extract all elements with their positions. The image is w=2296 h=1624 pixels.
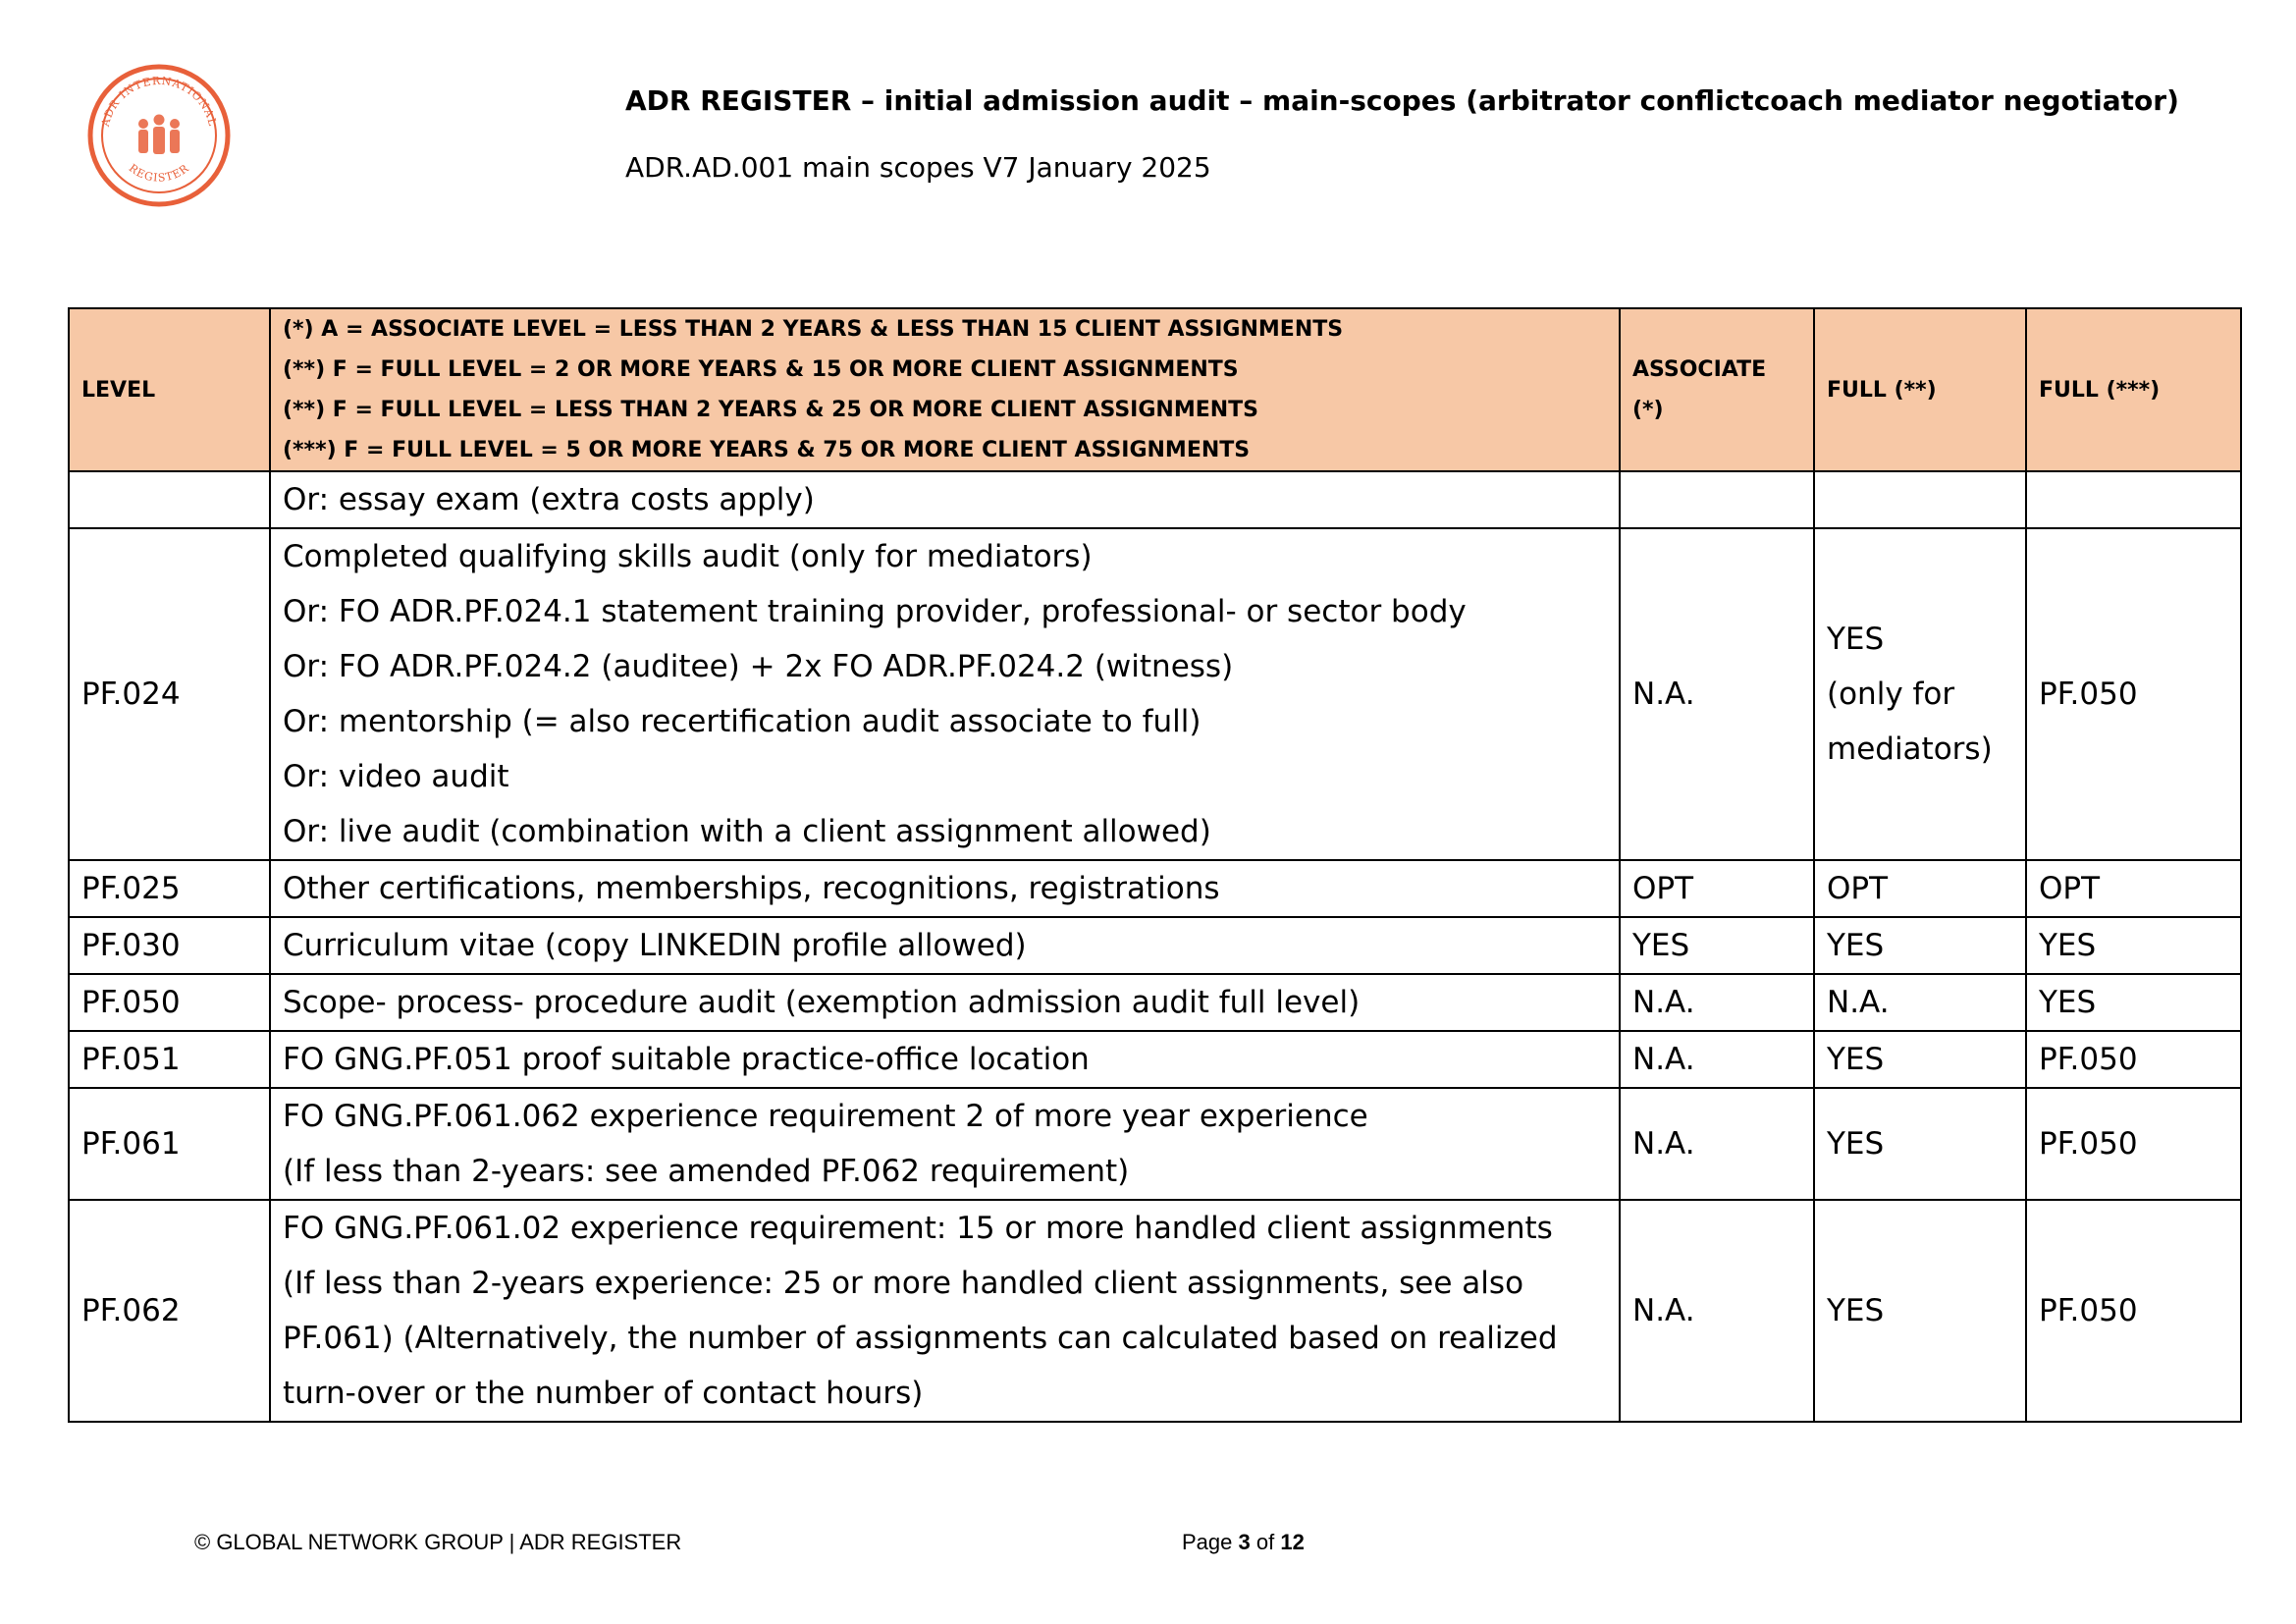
header-full-3: FULL (***) bbox=[2026, 308, 2241, 471]
cell-level: PF.061 bbox=[69, 1088, 270, 1200]
table-row bbox=[69, 528, 2241, 860]
cell-full-2: N.A. bbox=[1814, 974, 2026, 1031]
full2-value: YES bbox=[1827, 622, 1885, 657]
cell-full-2: YES bbox=[1814, 1031, 2026, 1088]
requirement-line: FO GNG.PF.051 proof suitable practice-office location bbox=[283, 1042, 1090, 1077]
requirement-line: Or: essay exam (extra costs apply) bbox=[283, 482, 815, 517]
of-word: of bbox=[1255, 1530, 1275, 1554]
people-figures-icon bbox=[138, 115, 180, 155]
cell-requirement bbox=[270, 471, 1620, 528]
cell-associate: N.A. bbox=[1620, 1031, 1814, 1088]
requirements-table bbox=[68, 307, 2242, 1423]
cell-level: PF.050 bbox=[69, 974, 270, 1031]
adr-register-logo bbox=[86, 63, 232, 208]
associate-value: N.A. bbox=[1632, 677, 1695, 712]
cell-requirement bbox=[270, 917, 1620, 974]
cell-requirement bbox=[270, 528, 1620, 860]
cell-full-2: YES bbox=[1814, 917, 2026, 974]
cell-level: PF.030 bbox=[69, 917, 270, 974]
cell-associate: N.A. bbox=[1620, 1200, 1814, 1422]
cell-full-3: PF.050 bbox=[2026, 1200, 2241, 1422]
cell-full-3: OPT bbox=[2026, 860, 2241, 917]
cell-level: PF.062 bbox=[69, 1200, 270, 1422]
page-word: Page bbox=[1182, 1530, 1233, 1554]
requirement-line: Or: video audit bbox=[283, 759, 509, 794]
requirement-line: (If less than 2-years experience: 25 or more handled client assignments, see also bbox=[283, 1266, 1524, 1301]
legend-line: (**) F = FULL LEVEL = 2 OR MORE YEARS & 15 OR MORE CLIENT ASSIGNMENTS bbox=[283, 357, 1239, 382]
table-header-row bbox=[69, 308, 2241, 471]
header-legend bbox=[270, 308, 1620, 471]
requirement-line: FO GNG.PF.061.02 experience requirement: 15 or more handled client assignments bbox=[283, 1211, 1553, 1246]
cell-level bbox=[69, 471, 270, 528]
cell-full-2 bbox=[1814, 528, 2026, 860]
document-title: ADR REGISTER – initial admission audit – main-scopes (arbitrator conflictcoach mediator negotiator) bbox=[625, 84, 2179, 117]
header-associate bbox=[1620, 308, 1814, 471]
cell-associate bbox=[1620, 471, 1814, 528]
cell-full-2: YES bbox=[1814, 1088, 2026, 1200]
full3-value: PF.050 bbox=[2039, 677, 2138, 712]
legend-line: (**) F = FULL LEVEL = LESS THAN 2 YEARS & 25 OR MORE CLIENT ASSIGNMENTS bbox=[283, 398, 1259, 422]
page-number bbox=[1182, 1530, 1305, 1555]
requirement-line: Or: mentorship (= also recertification audit associate to full) bbox=[283, 704, 1201, 739]
cell-full-3 bbox=[2026, 471, 2241, 528]
full2-value: mediators) bbox=[1827, 731, 1993, 767]
cell-level: PF.024 bbox=[69, 528, 270, 860]
legend-line: (***) F = FULL LEVEL = 5 OR MORE YEARS & 75 OR MORE CLIENT ASSIGNMENTS bbox=[283, 438, 1251, 462]
page-total: 12 bbox=[1280, 1530, 1305, 1554]
table-row bbox=[69, 1031, 2241, 1088]
cell-associate: OPT bbox=[1620, 860, 1814, 917]
logo-text-top: ADR INTERNATIONAL bbox=[98, 74, 220, 129]
cell-associate bbox=[1620, 528, 1814, 860]
legend-line: (*) A = ASSOCIATE LEVEL = LESS THAN 2 YEARS & LESS THAN 15 CLIENT ASSIGNMENTS bbox=[283, 317, 1344, 342]
table-row bbox=[69, 1200, 2241, 1422]
header-associate-line: (*) bbox=[1632, 398, 1664, 422]
cell-requirement bbox=[270, 860, 1620, 917]
requirement-line: (If less than 2-years: see amended PF.062 requirement) bbox=[283, 1154, 1130, 1189]
table-row bbox=[69, 974, 2241, 1031]
cell-requirement bbox=[270, 1088, 1620, 1200]
requirement-line: Other certifications, memberships, recognitions, registrations bbox=[283, 871, 1220, 906]
page-current: 3 bbox=[1238, 1530, 1251, 1554]
cell-full-3 bbox=[2026, 528, 2241, 860]
header-associate-line: ASSOCIATE bbox=[1632, 357, 1767, 382]
requirement-line: Or: FO ADR.PF.024.1 statement training provider, professional- or sector body bbox=[283, 594, 1467, 629]
cell-requirement bbox=[270, 1031, 1620, 1088]
requirement-line: Or: FO ADR.PF.024.2 (auditee) + 2x FO ADR.PF.024.2 (witness) bbox=[283, 649, 1234, 684]
requirement-line: Completed qualifying skills audit (only for mediators) bbox=[283, 539, 1093, 574]
footer-copyright: © GLOBAL NETWORK GROUP | ADR REGISTER bbox=[194, 1530, 682, 1554]
table-row bbox=[69, 1088, 2241, 1200]
requirement-line: PF.061) (Alternatively, the number of assignments can calculated based on realized bbox=[283, 1321, 1558, 1356]
requirement-line: Or: live audit (combination with a client assignment allowed) bbox=[283, 814, 1211, 849]
cell-level: PF.025 bbox=[69, 860, 270, 917]
logo-text-bottom: REGISTER bbox=[126, 161, 192, 185]
full2-value: (only for bbox=[1827, 677, 1955, 712]
cell-requirement bbox=[270, 974, 1620, 1031]
cell-full-2: YES bbox=[1814, 1200, 2026, 1422]
cell-requirement bbox=[270, 1200, 1620, 1422]
header-full-2: FULL (**) bbox=[1814, 308, 2026, 471]
header-level: LEVEL bbox=[69, 308, 270, 471]
cell-full-3: PF.050 bbox=[2026, 1088, 2241, 1200]
cell-full-3: YES bbox=[2026, 974, 2241, 1031]
table-row bbox=[69, 860, 2241, 917]
svg-text:REGISTER bbox=[127, 162, 191, 185]
table-row bbox=[69, 917, 2241, 974]
requirement-line: Curriculum vitae (copy LINKEDIN profile allowed) bbox=[283, 928, 1027, 963]
cell-full-2: OPT bbox=[1814, 860, 2026, 917]
cell-associate: YES bbox=[1620, 917, 1814, 974]
cell-full-3: YES bbox=[2026, 917, 2241, 974]
document-subtitle: ADR.AD.001 main scopes V7 January 2025 bbox=[625, 151, 1211, 184]
cell-full-3: PF.050 bbox=[2026, 1031, 2241, 1088]
cell-associate: N.A. bbox=[1620, 1088, 1814, 1200]
cell-associate: N.A. bbox=[1620, 974, 1814, 1031]
cell-level: PF.051 bbox=[69, 1031, 270, 1088]
requirement-line: Scope- process- procedure audit (exemption admission audit full level) bbox=[283, 985, 1361, 1020]
requirement-line: turn-over or the number of contact hours) bbox=[283, 1376, 924, 1411]
requirement-line: FO GNG.PF.061.062 experience requirement 2 of more year experience bbox=[283, 1099, 1368, 1134]
cell-full-2 bbox=[1814, 471, 2026, 528]
table-row bbox=[69, 471, 2241, 528]
